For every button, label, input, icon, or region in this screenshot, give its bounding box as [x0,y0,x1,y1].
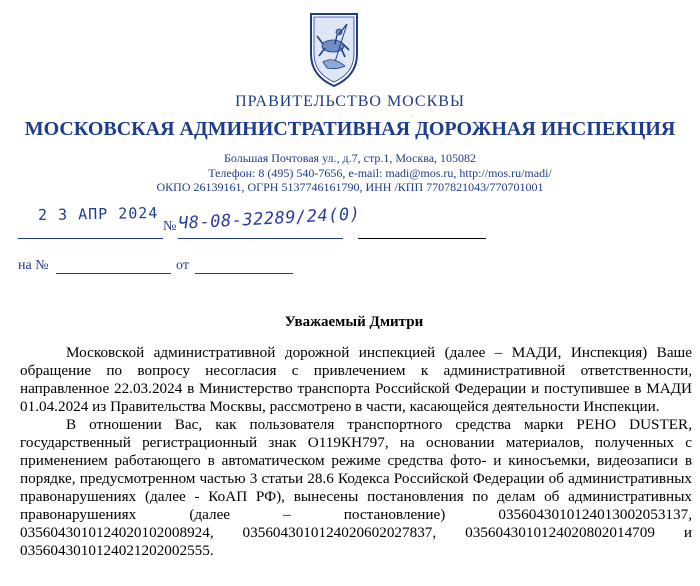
separator-line [358,238,486,239]
phone-line: Телефон: 8 (495) 540-7656, e-mail: madi@mos.ru, http://mos.ru/madi/ [208,166,552,180]
from-underline [195,273,293,274]
paragraph-2: В отношении Вас, как пользователя транспортного средства марки РЕНО DUSTER, государственный регистрационный знак О119КН797, на основании материалов, полученных с применением работающего в автоматическом режиме средства фото- и киносъемки, видеозаписи в порядке, предусмотренном частью 3 статьи 28.6 Кодекса Российской Федерации об административных правонарушениях (далее - КоАП РФ), вынесены постановления по делам об административных правонарушениях (далее – постановление) 0356043010124013002053137, 0356043010124020102008924, 0356043010124020602027837, 0356043010124020802014709 и 0356043010124021202002555. [20,416,692,559]
salutation: Уважаемый Дмитри [284,314,424,330]
number-label: № [163,219,177,234]
address-line: Большая Почтовая ул., д.7, стр.1, Москва, 105082 [223,151,477,165]
from-label: от [176,258,189,273]
handwritten-registration-number: Ч8-08-32289/24(0) [177,204,361,234]
date-stamp: 2 3 АПР 2024 [37,203,159,225]
government-title: ПРАВИТЕЛЬСТВО МОСКВЫ [235,93,465,110]
codes-line: ОКПО 26139161, ОГРН 5137746161790, ИНН /КПП 7707821043/770701001 [156,180,544,194]
number-underline [178,238,343,239]
reply-to-underline [56,273,171,274]
reply-to-label: на № [18,258,49,273]
letter-body [20,344,692,560]
paragraph-1: Московской административной дорожной инспекцией (далее – МАДИ, Инспекция) Ваше обращение по вопросу несогласия с привлечением к административной ответственности, направленное 22.03.2024 в Министерство транспорта Российской Федерации и поступившее в МАДИ 01.04.2024 из Правительства Москвы, рассмотрено в части, касающейся деятельности Инспекции. [20,344,692,415]
organization-title: МОСКОВСКАЯ АДМИНИСТРАТИВНАЯ ДОРОЖНАЯ ИНСПЕКЦИЯ [24,118,676,140]
moscow-coat-of-arms-icon [303,10,365,90]
date-underline [18,238,163,239]
